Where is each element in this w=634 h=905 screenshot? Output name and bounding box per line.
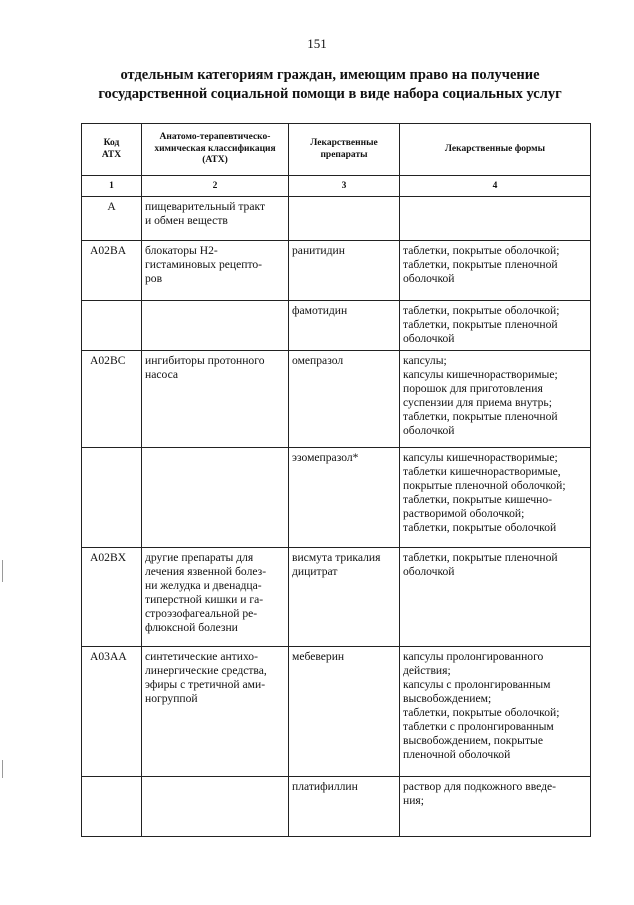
column-header-line: АТХ: [101, 149, 122, 160]
classification-line: линергические средства,: [145, 664, 267, 677]
dosage-form-line: пленочной оболочкой: [403, 748, 511, 761]
dosage-form-line: капсулы кишечнорастворимые;: [403, 451, 558, 464]
table-row: [82, 301, 591, 351]
dosage-form-line: оболочкой: [403, 565, 455, 578]
drug-line: омепразол: [292, 354, 344, 367]
scan-mark: [2, 760, 3, 778]
drug-line: мебеверин: [292, 650, 345, 663]
dosage-form-line: таблетки, покрытые пленочной: [403, 410, 558, 423]
drug-cell: [289, 241, 400, 301]
table-row: [82, 647, 591, 777]
dosage-form-line: капсулы кишечнорастворимые;: [403, 368, 558, 381]
dosage-forms-cell: [400, 448, 591, 548]
title-line-2: государственной социальной помощи в виде набора социальных услуг: [98, 86, 562, 102]
dosage-form-line: оболочкой: [403, 332, 455, 345]
dosage-form-line: высвобождением, покрытые: [403, 734, 543, 747]
atc-code-cell: A03AA: [82, 647, 142, 777]
atc-code-cell: A02BA: [82, 241, 142, 301]
drug-line: эзомепразол*: [292, 451, 359, 464]
classification-line: типерстной кишки и га-: [145, 593, 264, 606]
classification-line: строэзофагеальной ре-: [145, 607, 258, 620]
column-header-line: Лекарственные: [310, 138, 378, 148]
drug-cell: [289, 647, 400, 777]
dosage-forms-cell: [400, 301, 591, 351]
dosage-forms-cell: [400, 241, 591, 301]
drug-cell: [289, 777, 400, 837]
medication-table: [81, 123, 591, 837]
dosage-form-line: покрытые пленочной оболочкой;: [403, 479, 566, 492]
drug-line: фамотидин: [292, 304, 348, 317]
classification-line: и обмен веществ: [145, 214, 228, 227]
dosage-form-line: растворимой оболочкой;: [403, 507, 525, 520]
atc-classification-cell: [142, 647, 289, 777]
drug-cell: [289, 548, 400, 647]
dosage-form-line: таблетки, покрытые оболочкой;: [403, 244, 560, 257]
table-row: [82, 351, 591, 448]
dosage-forms-cell: [400, 548, 591, 647]
column-header-line: Лекарственные формы: [444, 143, 546, 154]
classification-line: лечения язвенной болез-: [145, 565, 267, 578]
column-number: 1: [82, 176, 142, 197]
atc-classification-cell: [142, 448, 289, 548]
dosage-form-line: суспензии для приема внутрь;: [403, 396, 552, 409]
classification-line: ингибиторы протонного: [145, 354, 265, 367]
drug-cell: [289, 351, 400, 448]
atc-classification-cell: [142, 241, 289, 301]
classification-line: синтетические антихо-: [145, 650, 258, 663]
dosage-form-line: порошок для приготовления: [403, 382, 543, 395]
atc-code-cell: А: [82, 197, 142, 241]
atc-classification-cell: [142, 777, 289, 837]
atc-classification-cell: [142, 197, 289, 241]
column-number-row: [82, 176, 591, 197]
table-body: [82, 176, 591, 837]
drug-cell: [289, 448, 400, 548]
table-row: [82, 777, 591, 837]
classification-line: блокаторы Н2-: [145, 244, 218, 257]
drug-line: платифиллин: [292, 780, 358, 793]
table-row: [82, 197, 591, 241]
classification-line: флюксной болезни: [145, 621, 238, 634]
column-number: 3: [289, 176, 400, 197]
dosage-forms-cell: [400, 647, 591, 777]
dosage-form-line: таблетки, покрытые оболочкой;: [403, 304, 560, 317]
drug-line: висмута трикалия: [292, 551, 381, 564]
atc-code-cell: [82, 777, 142, 837]
classification-line: гистаминовых рецепто-: [145, 258, 263, 271]
dosage-form-line: капсулы пролонгированного: [403, 650, 544, 663]
page-number: 151: [307, 36, 327, 51]
dosage-forms-cell: [400, 777, 591, 837]
scan-mark: [2, 560, 3, 582]
dosage-form-line: таблетки с пролонгированным: [403, 720, 554, 733]
dosage-form-line: таблетки, покрытые пленочной: [403, 551, 558, 564]
column-header-1: [82, 124, 142, 176]
atc-code-cell: [82, 448, 142, 548]
column-header-line: химическая классификация: [154, 143, 276, 154]
column-number: 4: [400, 176, 591, 197]
dosage-forms-cell: [400, 197, 591, 241]
dosage-form-line: ния;: [403, 794, 424, 807]
drug-line: дицитрат: [292, 565, 338, 578]
atc-code-cell: A02BC: [82, 351, 142, 448]
title-line-1: отдельным категориям граждан, имеющим право на получение: [120, 67, 540, 83]
drug-cell: [289, 197, 400, 241]
dosage-form-line: капсулы;: [403, 354, 447, 367]
document-title: [80, 66, 580, 104]
classification-line: ров: [145, 272, 163, 285]
column-header-line: препараты: [320, 149, 368, 160]
dosage-form-line: капсулы с пролонгированным: [403, 678, 551, 691]
dosage-form-line: оболочкой: [403, 424, 455, 437]
atc-classification-cell: [142, 548, 289, 647]
column-header-2: [142, 124, 289, 176]
atc-code-cell: [82, 301, 142, 351]
atc-classification-cell: [142, 351, 289, 448]
dosage-form-line: таблетки, покрытые оболочкой;: [403, 706, 560, 719]
dosage-form-line: действия;: [403, 664, 451, 677]
atc-code-cell: A02BX: [82, 548, 142, 647]
table-header-row: [82, 124, 591, 176]
dosage-form-line: таблетки, покрытые кишечно-: [403, 493, 553, 506]
dosage-form-line: раствор для подкожного введе-: [403, 780, 557, 793]
dosage-form-line: таблетки кишечнорастворимые,: [403, 465, 561, 478]
column-header-line: (АТХ): [202, 155, 228, 166]
classification-line: другие препараты для: [145, 551, 254, 564]
classification-line: насоса: [145, 368, 179, 381]
column-header-line: Код: [103, 138, 120, 148]
dosage-form-line: высвобождением;: [403, 692, 492, 705]
column-header-4: [400, 124, 591, 176]
dosage-form-line: оболочкой: [403, 272, 455, 285]
table-row: [82, 548, 591, 647]
drug-line: ранитидин: [292, 244, 345, 257]
dosage-form-line: таблетки, покрытые пленочной: [403, 258, 558, 271]
column-number: 2: [142, 176, 289, 197]
column-header-line: Анатомо-терапевтическо-: [159, 132, 271, 143]
dosage-form-line: таблетки, покрытые пленочной: [403, 318, 558, 331]
column-header-3: [289, 124, 400, 176]
classification-line: эфиры с третичной ами-: [145, 678, 266, 691]
drug-cell: [289, 301, 400, 351]
table-row: [82, 448, 591, 548]
atc-classification-cell: [142, 301, 289, 351]
dosage-forms-cell: [400, 351, 591, 448]
classification-line: ногруппой: [145, 692, 198, 705]
classification-line: пищеварительный тракт: [145, 200, 266, 213]
classification-line: ни желудка и двенадца-: [145, 579, 262, 592]
dosage-form-line: таблетки, покрытые оболочкой: [403, 521, 557, 534]
table-row: [82, 241, 591, 301]
